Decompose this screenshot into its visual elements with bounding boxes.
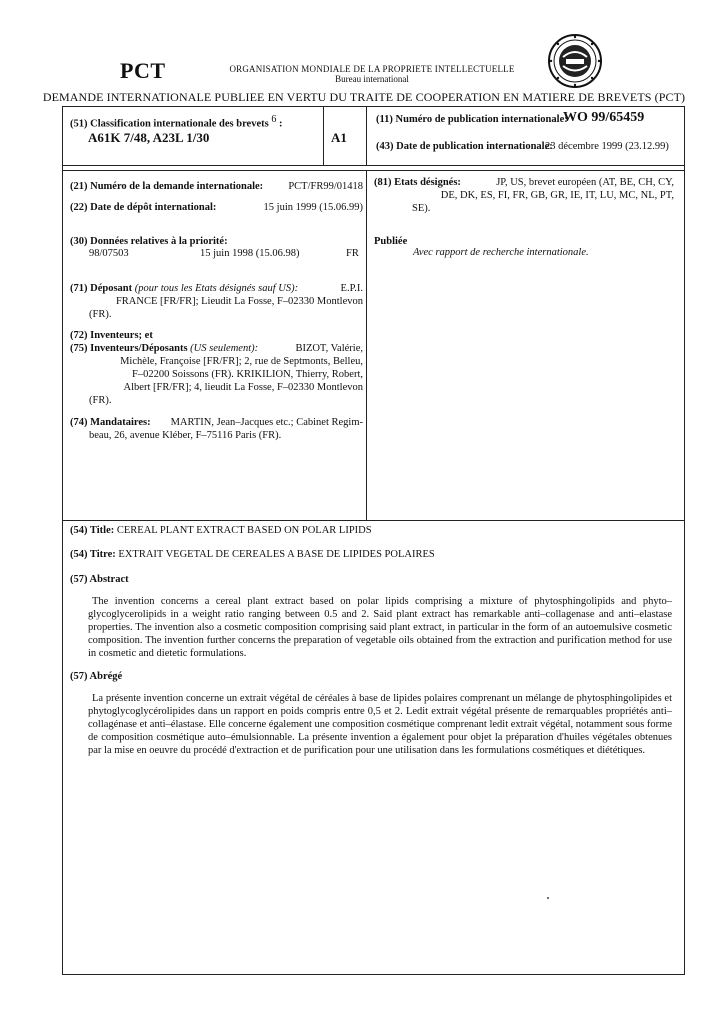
- applicant-line2: FRANCE [FR/FR]; Lieudit La Fosse, F–02330 Montlevon: [115, 296, 363, 307]
- title-english-label: (54) Title:: [70, 525, 115, 536]
- inventors-line2: Michèle, Françoise [FR/FR]; 2, rue de Septmonts, Belleu,: [120, 356, 363, 367]
- title-french-label: (54) Titre:: [70, 549, 116, 560]
- publication-number: WO 99/65459: [563, 110, 645, 125]
- designated-states-block: [374, 176, 674, 215]
- priority-label: (30) Données relatives à la priorité:: [70, 236, 228, 247]
- document-headline: DEMANDE INTERNATIONALE PUBLIEE EN VERTU DU TRAITE DE COOPERATION EN MATIERE DE BREVETS (PCT): [42, 90, 686, 104]
- application-number-label: (21) Numéro de la demande internationale:: [70, 181, 264, 192]
- filing-date-label: (22) Date de dépôt international:: [70, 202, 217, 213]
- published-note: Avec rapport de recherche internationale.: [413, 247, 589, 258]
- title-french-text: EXTRAIT VEGETAL DE CEREALES A BASE DE LIPIDES POLAIRES: [118, 549, 435, 560]
- classification-value: A61K 7/48, A23L 1/30: [88, 130, 210, 145]
- organisation-line1: ORGANISATION MONDIALE DE LA PROPRIETE INTELLECTUELLE: [229, 64, 515, 74]
- inventors-label-75: (75) Inventeurs/Déposants: [70, 343, 188, 354]
- agents-block: [70, 416, 363, 442]
- title-french: [70, 548, 435, 561]
- inventors-label-72: (72) Inventeurs; et: [70, 330, 153, 341]
- kind-code: A1: [331, 130, 347, 145]
- scan-speck: [547, 897, 549, 899]
- agents-line1: MARTIN, Jean–Jacques etc.; Cabinet Regim-: [170, 417, 363, 428]
- divider-top-section: [62, 165, 685, 166]
- organisation-name: [222, 64, 522, 84]
- divider-bottom-section: [62, 520, 685, 521]
- inventors-block: [70, 329, 363, 407]
- applicant-qualifier: (pour tous les Etats désignés sauf US):: [134, 283, 299, 294]
- filing-date: 15 juin 1999 (15.06.99): [263, 202, 363, 213]
- abstract-french-label: (57) Abrégé: [70, 671, 123, 682]
- priority-number: 98/07503: [89, 248, 129, 259]
- designated-label: (81) Etats désignés:: [374, 177, 461, 188]
- applicant-block: [70, 282, 363, 321]
- inventors-line1: BIZOT, Valérie,: [295, 343, 363, 354]
- divider-columns: [366, 170, 367, 520]
- abstract-english-text: The invention concerns a cereal plant extract based on polar lipids comprising a mixture of phytosphingolipids and phyto–glycoglycerolipids in a weight ratio ranging between 0.5 and 2. Said plant extract has remarkable anti–collagenase and anti–elastase properties. The invention also a cosmetic composition comprising said plant extract, in particular in the form of an autoemulsive cosmetic composition. The invention further concerns the preparation of vegetable oils obtained from the extraction and purification method for use in cosmetic and dietetic formulations.: [88, 596, 672, 659]
- designated-line1: JP, US, brevet européen (AT, BE, CH, CY,: [496, 177, 674, 188]
- designated-line3: SE).: [412, 203, 431, 214]
- organisation-line2: Bureau international: [335, 74, 409, 84]
- published-label: Publiée: [374, 236, 408, 247]
- priority-country: FR: [346, 248, 359, 259]
- inventors-line5: (FR).: [89, 395, 112, 406]
- abstract-french-text: La présente invention concerne un extrait végétal de céréales à base de lipides polaires comprenant un mélange de phytosphingolipides et phytoglycoglycérolipides dans un rapport en poids compris entre 0,5 et 2. Ledit extrait végétal présente de remarquables propriétés anti–collagénase et anti–élastase. Elle concerne également une composition cosmétique comprenant ledit extrait végétal, notamment sous forme de composition cosmétique auto–émulsionnable. La présente invention a également pour objet la préparation d'huiles végétales obtenues par la mise en oeuvre du procédé d'extraction et de purification pour une utilisation dans les formulations cosmétiques et diététiques.: [88, 693, 672, 756]
- designated-line2: DE, DK, ES, FI, FR, GB, GR, IE, IT, LU, MC, NL, PT,: [440, 190, 674, 201]
- wipo-logo: [547, 33, 603, 89]
- agents-line2: beau, 26, avenue Kléber, F–75116 Paris (FR).: [89, 430, 282, 441]
- inventors-line3: F–02200 Soissons (FR). KRIKILION, Thierry, Robert,: [132, 369, 363, 380]
- wipo-emblem-icon: [547, 33, 603, 89]
- publication-number-label: (11) Numéro de publication internationale:: [376, 114, 568, 125]
- inventors-qualifier: (US seulement):: [190, 343, 259, 354]
- priority-date: 15 juin 1998 (15.06.98): [200, 248, 300, 259]
- divider-kind-right: [366, 106, 367, 165]
- abstract-english-label: (57) Abstract: [70, 574, 129, 585]
- title-english: [70, 524, 372, 537]
- publication-date-label: (43) Date de publication internationale:: [376, 141, 553, 152]
- divider-top-section-double: [62, 170, 685, 171]
- applicant-line1: E.P.I.: [340, 283, 363, 294]
- classification-label: (51) Classification internationale des brevets $^6$ :: [70, 114, 283, 130]
- title-english-text: CEREAL PLANT EXTRACT BASED ON POLAR LIPIDS: [116, 525, 372, 536]
- divider-kind-left: [323, 106, 324, 165]
- application-number: PCT/FR99/01418: [288, 181, 363, 192]
- applicant-label: (71) Déposant: [70, 283, 133, 294]
- pct-mark: PCT: [120, 58, 166, 83]
- applicant-line3: (FR).: [89, 309, 112, 320]
- classification-edition: 6: [271, 114, 277, 125]
- inventors-line4: Albert [FR/FR]; 4, lieudit La Fosse, F–02330 Montlevon: [123, 382, 363, 393]
- agents-label: (74) Mandataires:: [70, 417, 151, 428]
- publication-date: 23 décembre 1999 (23.12.99): [545, 141, 669, 152]
